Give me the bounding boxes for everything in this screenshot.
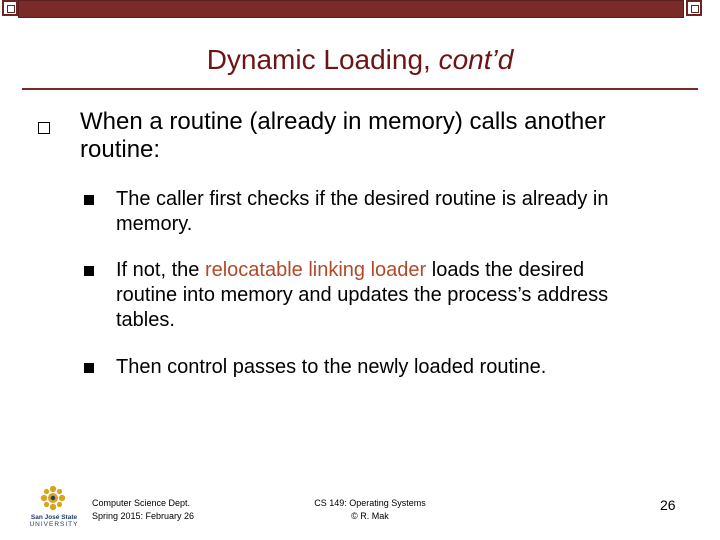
filled-square-bullet-icon	[84, 363, 94, 373]
logo-text-university: UNIVERSITY	[29, 521, 79, 528]
logo-label	[28, 514, 80, 528]
top-right-square-decoration	[686, 0, 702, 16]
title-divider	[22, 88, 698, 90]
sub-bullet-text	[116, 355, 636, 380]
highlighted-term: relocatable linking loader	[204, 259, 427, 281]
main-bullet-text: When a routine (already in memory) calls another routine:	[80, 108, 606, 163]
sub-bullet-text	[116, 187, 636, 237]
sub-bullet-text-part: Then control passes to the newly loaded routine.	[116, 356, 547, 378]
sub-bullet-text-part: If not, the	[116, 259, 205, 281]
sub-bullet-text-part: The caller first checks if the desired routine is already in memory.	[116, 188, 609, 235]
top-decorative-bar	[18, 0, 684, 18]
slide-title-italic: cont’d	[438, 44, 514, 75]
footer-copyright: © R. Mak	[351, 511, 389, 521]
seal-icon	[28, 484, 78, 514]
sub-bullet-text-part: loads the desired routine into memory and updates the process’s address tables.	[116, 259, 609, 331]
slide-title-main: Dynamic Loading,	[206, 44, 439, 75]
sub-bullet-text	[116, 258, 636, 333]
footer-course-name: CS 149: Operating Systems	[314, 498, 426, 508]
footer-course-info	[92, 497, 194, 523]
footer-course-title	[300, 497, 440, 523]
filled-square-bullet-icon	[84, 266, 94, 276]
footer-department: Computer Science Dept.	[92, 498, 191, 508]
footer-date: Spring 2015: February 26	[92, 511, 195, 521]
page-number: 26	[660, 497, 676, 513]
logo-text-name: San José State	[30, 514, 78, 521]
hollow-square-bullet-icon	[38, 122, 50, 134]
university-logo	[28, 484, 78, 530]
top-left-square-decoration	[2, 0, 18, 16]
filled-square-bullet-icon	[84, 195, 94, 205]
slide-title	[0, 44, 720, 76]
